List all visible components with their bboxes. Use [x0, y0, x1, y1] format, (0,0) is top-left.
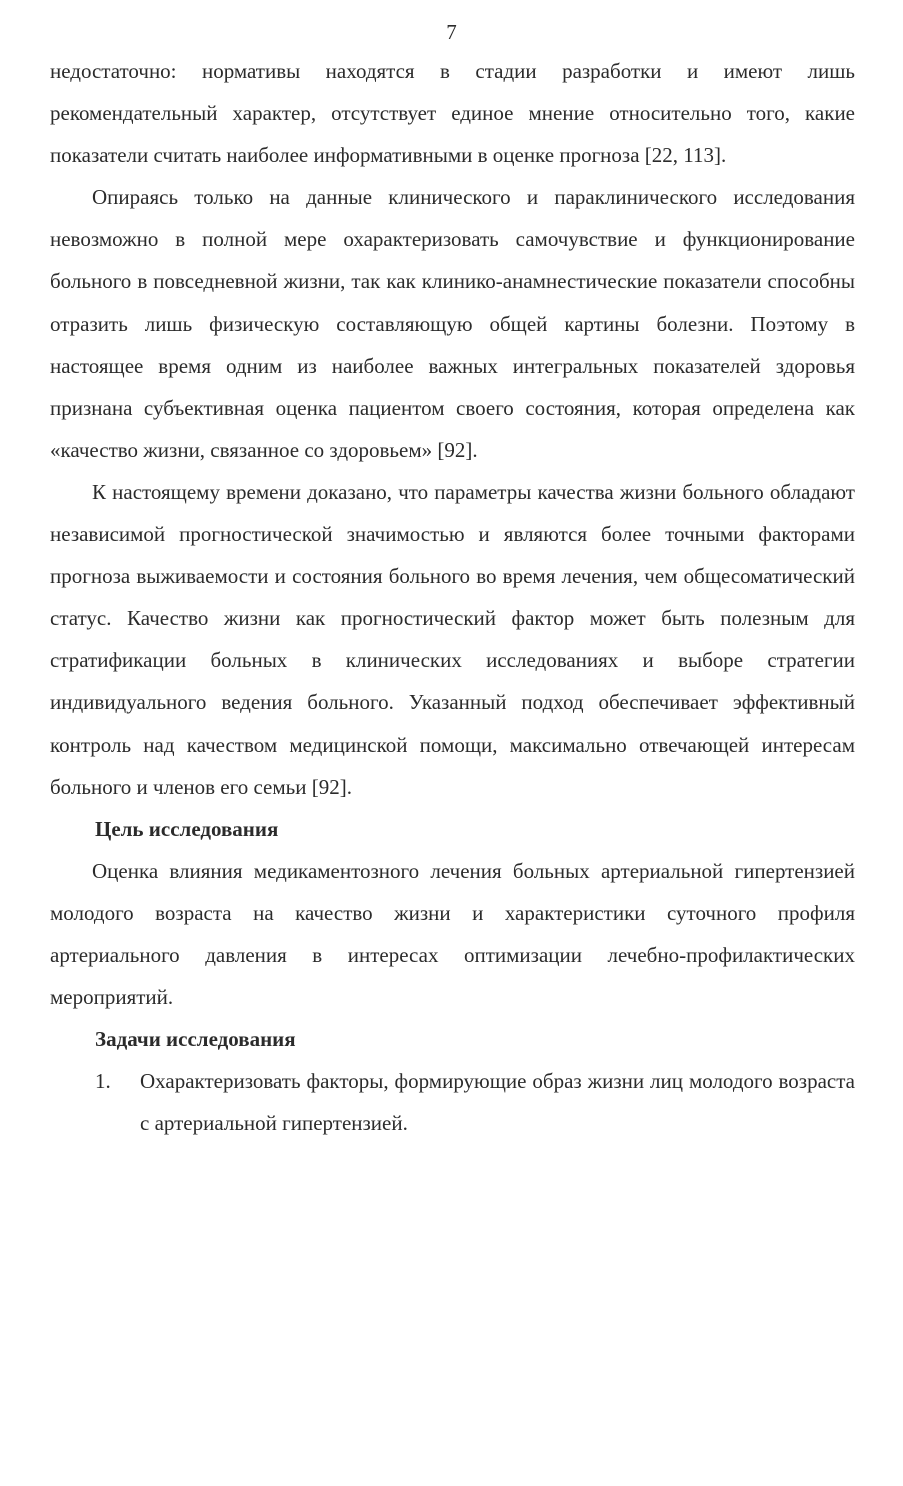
list-item-number: 1. [95, 1069, 111, 1094]
paragraph-quality-of-life: Опираясь только на данные клинического и параклинического исследования невозможно в полной мере охарактеризовать самочувствие и функционирование больного в повседневной жизни, так как клинико-анамнестические показатели способны отразить лишь физическую составляющую общей картины болезни. Поэтому в настоящее время одним из наиболее важных интегральных показателей здоровья признана субъективная оценка пациентом своего состояния, которая определена как «качество жизни, связанное со здоровьем» [92]. [50, 185, 855, 462]
tasks-list [50, 1060, 855, 1144]
list-item-text: Охарактеризовать факторы, формирующие образ жизни лиц молодого возраста с артериальной гипертензией. [140, 1069, 855, 1136]
goal-text: Оценка влияния медикаментозного лечения больных артериальной гипертензией молодого возраста на качество жизни и характеристики суточного профиля артериального давления в интересах оптимизации лечебно-профилактических мероприятий. [50, 858, 855, 1010]
goal-heading: Цель исследования [95, 816, 279, 841]
paragraph-continuation: недостаточно: нормативы находятся в стадии разработки и имеют лишь рекомендательный характер, отсутствует единое мнение относительно того, какие показатели считать наиболее информативными в оценке прогноза [22, 113]. [50, 59, 855, 168]
paragraph-prognostic-value: К настоящему времени доказано, что параметры качества жизни больного обладают независимой прогностической значимостью и являются более точными факторами прогноза выживаемости и состояния больного во время лечения, чем общесоматический статус. Качество жизни как прогностический фактор может быть полезным для стратификации больных в клинических исследованиях и выборе стратегии индивидуального ведения больного. Указанный подход обеспечивает эффективный контроль над качеством медицинской помощи, максимально отвечающей интересам больного и членов его семьи [92]. [50, 479, 855, 799]
list-item [50, 1060, 855, 1144]
document-body [50, 50, 855, 1144]
page-number: 7 [446, 20, 457, 44]
tasks-heading: Задачи исследования [95, 1027, 296, 1052]
